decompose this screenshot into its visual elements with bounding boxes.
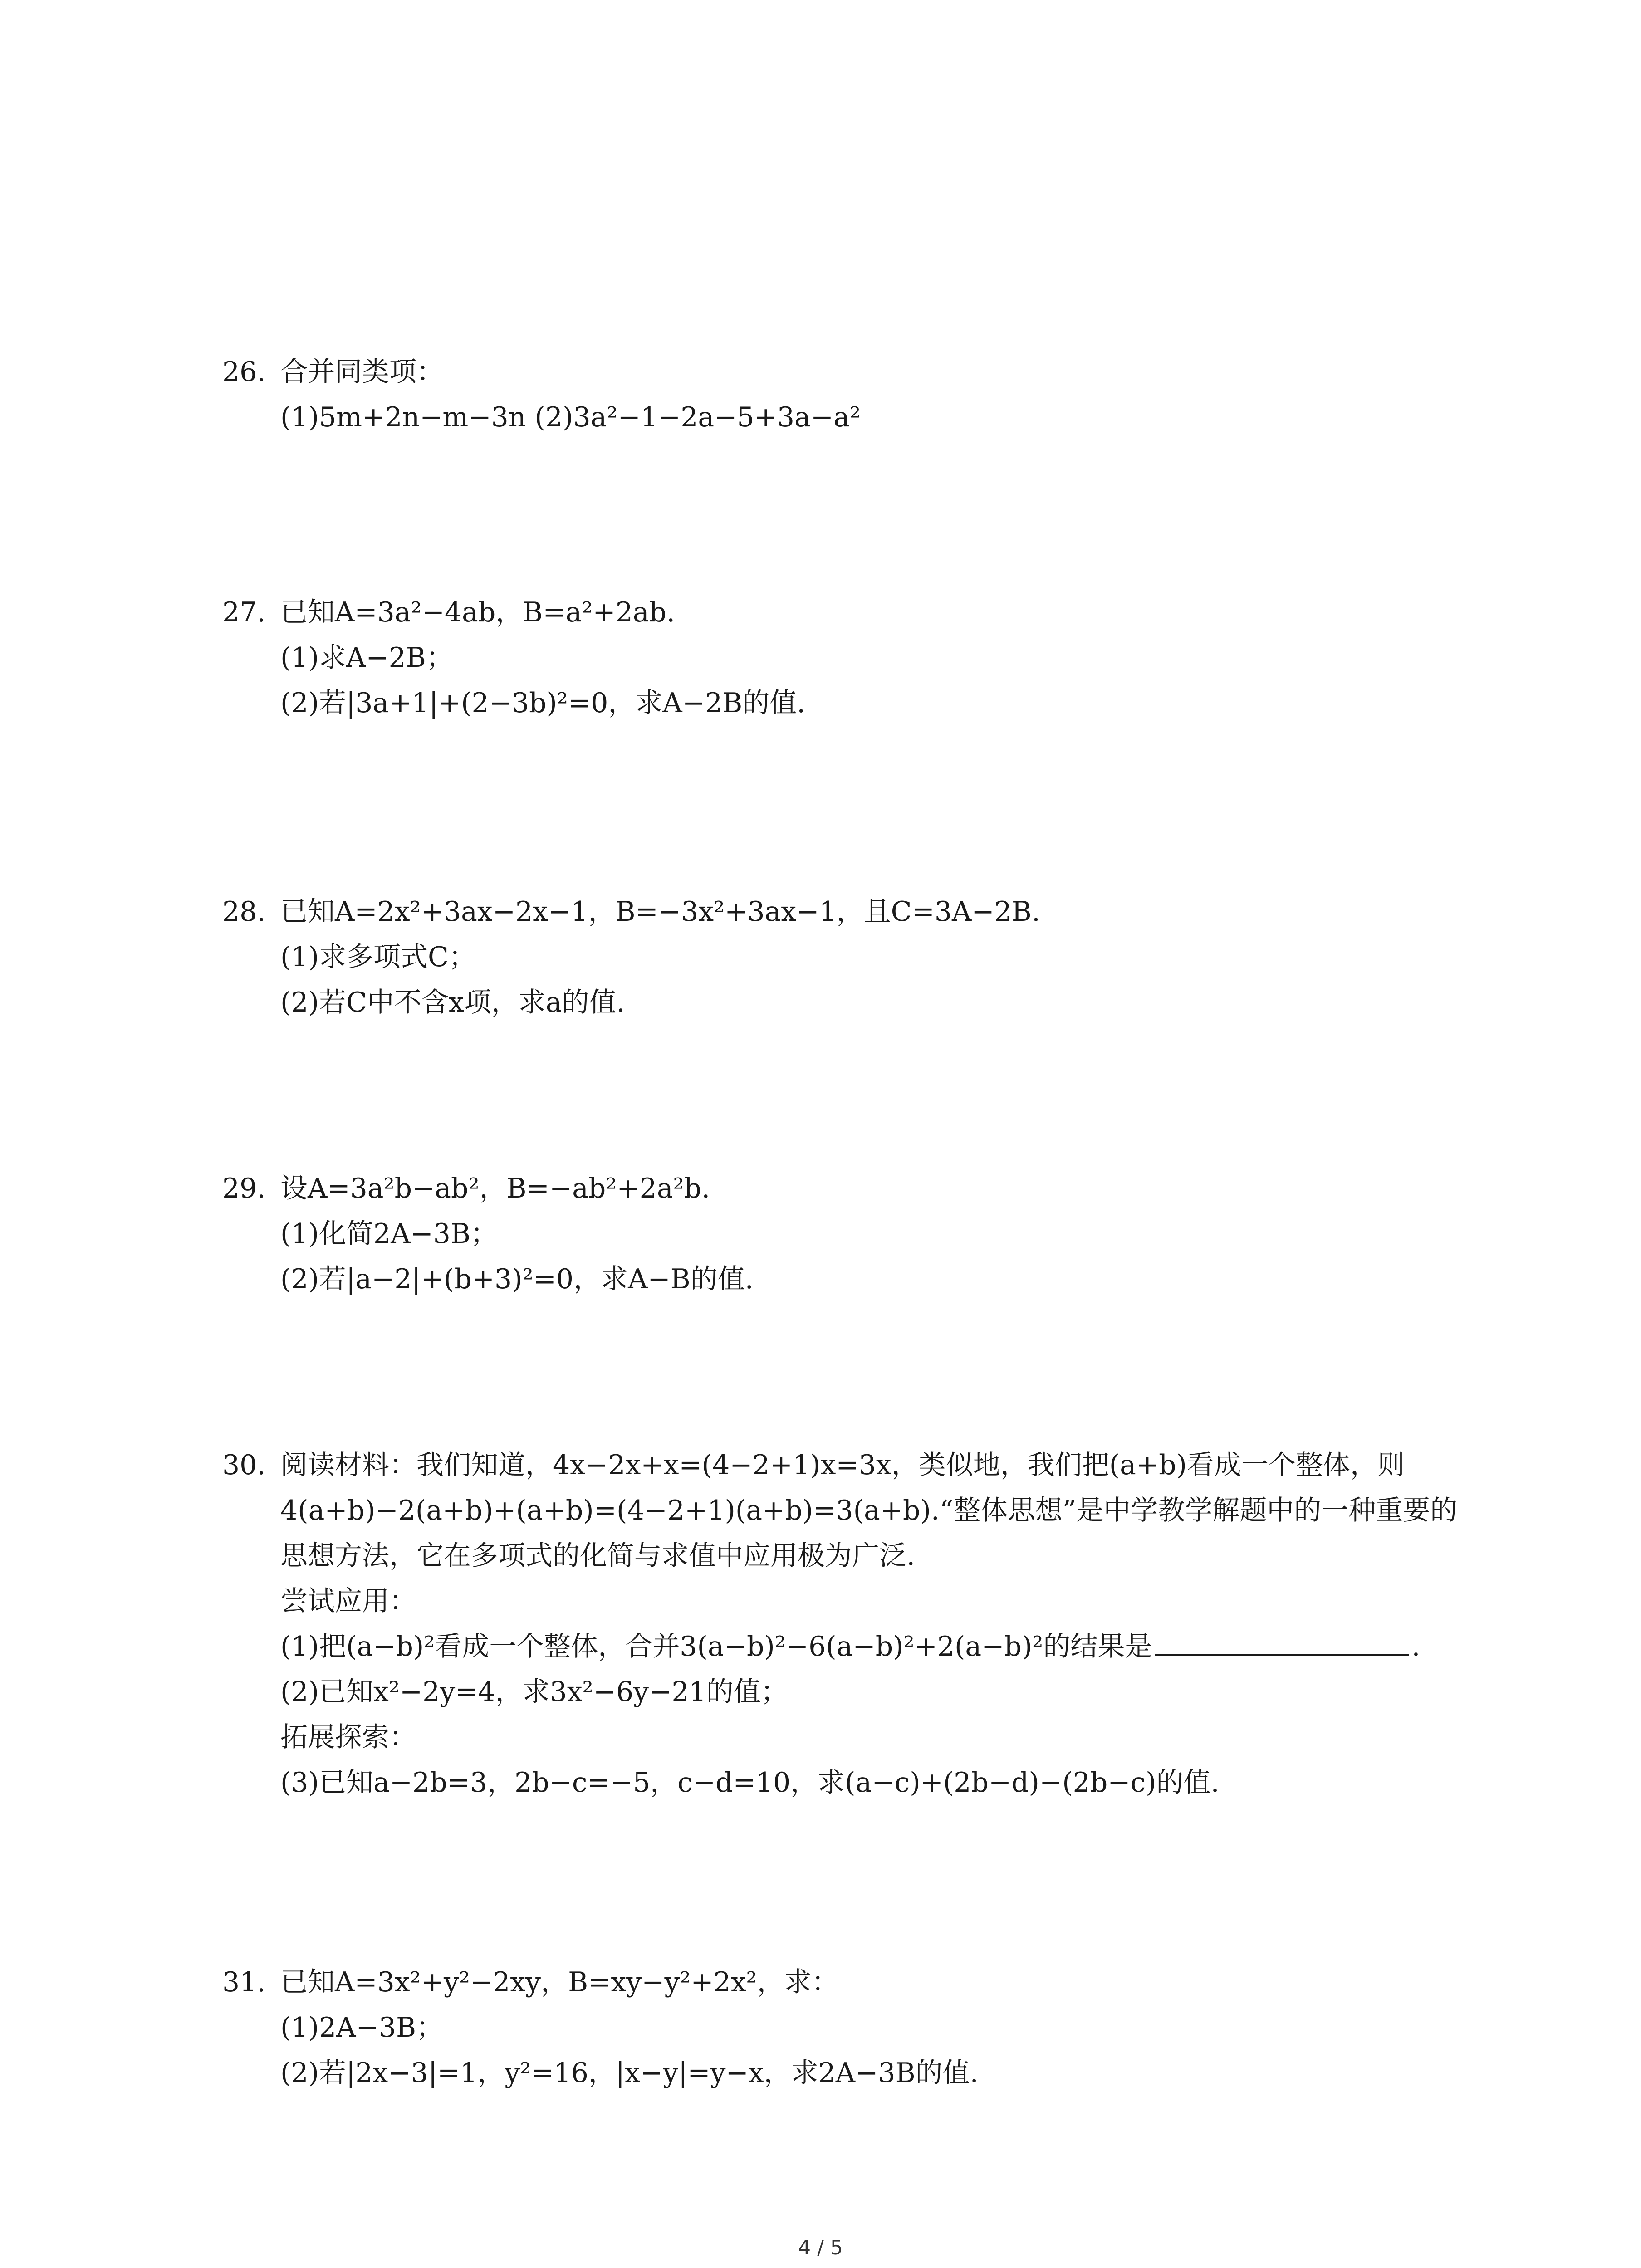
problem-26: [222, 349, 1447, 440]
problem-number: 31.: [222, 1966, 266, 1998]
part-1: (1)化简2A−3B；: [280, 1218, 498, 1250]
part-1: (1)5m+2n−m−3n (2)3a²−1−2a−5+3a−a²: [280, 401, 861, 433]
part-2: (2)若|a−2|+(b+3)²=0，求A−B的值.: [280, 1263, 754, 1295]
stem-text: 设A=3a²b−ab²，B=−ab²+2a²b.: [280, 1173, 710, 1204]
part-2: (2)已知x²−2y=4，求3x²−6y−21的值；: [280, 1676, 788, 1708]
part-1: (1)2A−3B；: [280, 2012, 444, 2043]
problem-number: 28.: [222, 896, 266, 928]
part-1: (1)求A−2B；: [280, 642, 453, 674]
part-1-period: .: [1411, 1631, 1421, 1662]
section-heading-explore: 拓展探索：: [280, 1721, 416, 1753]
stem-text: 合并同类项：: [280, 356, 444, 388]
stem-text: 已知A=3a²−4ab，B=a²+2ab.: [280, 596, 676, 628]
part-2: (2)若|3a+1|+(2−3b)²=0，求A−2B的值.: [280, 687, 806, 719]
stem-text: 已知A=2x²+3ax−2x−1，B=−3x²+3ax−1，且C=3A−2B.: [280, 896, 1040, 928]
problem-stem: [222, 1960, 1447, 2005]
problem-number: 30.: [222, 1449, 266, 1481]
part-2: (2)若|2x−3|=1，y²=16，|x−y|=y−x，求2A−3B的值.: [280, 2057, 979, 2089]
problem-number: 27.: [222, 596, 266, 628]
section-heading-try: 尝试应用：: [280, 1585, 416, 1617]
problem-stem: [222, 590, 1447, 635]
problem-31: [222, 1960, 1447, 2096]
problem-number: 29.: [222, 1173, 266, 1204]
problem-stem: [222, 889, 1447, 934]
problem-28: [222, 889, 1447, 1025]
problem-stem: [222, 1166, 1447, 1211]
part-1: [222, 1624, 1447, 1669]
part-2: (2)若C中不含x项，求a的值.: [280, 987, 625, 1018]
part-1-text: (1)把(a−b)²看成一个整体，合并3(a−b)²−6(a−b)²+2(a−b)²的结果是: [280, 1631, 1152, 1662]
problem-29: [222, 1166, 1447, 1302]
part-1: (1)求多项式C；: [280, 941, 476, 973]
problem-stem: [222, 1442, 1447, 1488]
problem-30: [222, 1442, 1458, 1805]
stem-continuation: 思想方法，它在多项式的化简与求值中应用极为广泛.: [280, 1540, 916, 1572]
answer-blank[interactable]: [1155, 1626, 1409, 1656]
stem-continuation: 4(a+b)−2(a+b)+(a+b)=(4−2+1)(a+b)=3(a+b).“整体思想”是中学教学解题中的一种重要的: [280, 1495, 1458, 1526]
problem-stem: [222, 349, 1447, 395]
stem-text: 阅读材料：我们知道，4x−2x+x=(4−2+1)x=3x，类似地，我们把(a+b)看成一个整体，则: [280, 1449, 1405, 1481]
stem-text: 已知A=3x²+y²−2xy，B=xy−y²+2x²，求：: [280, 1966, 839, 1998]
problem-number: 26.: [222, 356, 266, 388]
part-3: (3)已知a−2b=3，2b−c=−5，c−d=10，求(a−c)+(2b−d)−(2b−c)的值.: [280, 1767, 1220, 1799]
page-indicator: 4 / 5: [798, 2236, 843, 2259]
problem-27: [222, 590, 1447, 726]
